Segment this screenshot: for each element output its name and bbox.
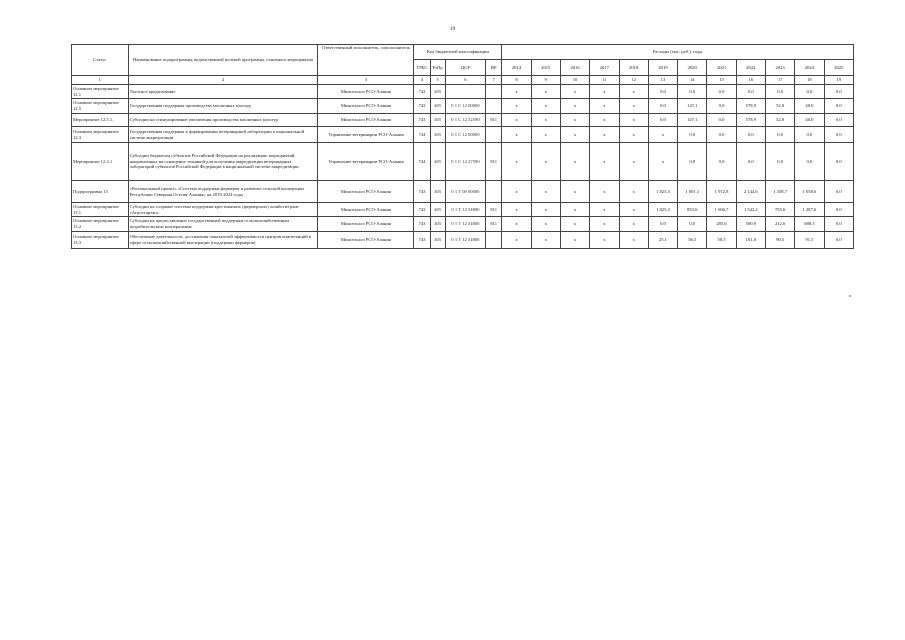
name-cell: Обеспечение деятельности, достижения показателей эффективности центров компетенций в сфере сельскохозяйственной кооперации (поддержки фермеров) (128, 232, 318, 249)
value-cell: х (502, 203, 531, 217)
value-cell: х (531, 232, 560, 249)
value-cell: х (619, 232, 648, 249)
value-cell: 0,0 (707, 127, 736, 143)
col-year: 2014 (502, 60, 531, 76)
value-cell: 0,0 (678, 85, 707, 99)
value-cell: 147,1 (678, 99, 707, 114)
name-cell: Льготное кредитование (128, 85, 318, 99)
value-cell: 0,0 (736, 85, 765, 99)
grbs-cell: 743 (414, 217, 430, 232)
vr-cell (486, 127, 502, 143)
value-cell: х (502, 232, 531, 249)
name-cell: Государственная поддержка производства масличных культур (128, 99, 318, 114)
col-year: 2018 (619, 60, 648, 76)
status-cell: Основное мероприятие 13.1 (72, 203, 129, 217)
col-year: 2025 (824, 60, 853, 76)
value-cell: х (531, 85, 560, 99)
value-cell: х (590, 143, 619, 181)
csr-cell: 0 1 С 12 52590 (445, 114, 485, 127)
value-cell: 40,0 (795, 114, 824, 127)
value-cell: х (531, 114, 560, 127)
value-cell: х (619, 181, 648, 203)
value-cell: 0,0 (678, 217, 707, 232)
name-cell: «Региональный проект» «Система поддержки фермеров и развитие сельской кооперации Республики Северная Осетия-Алания» на 2019-2024 годы (128, 181, 318, 203)
value-cell: 0,0 (824, 99, 853, 114)
status-cell: Мероприятие 12.5.1. (72, 114, 129, 127)
status-cell: Основное мероприятие 13.2 (72, 217, 129, 232)
responsible-cell: Управление ветеринарии РСО-Алания (318, 127, 414, 143)
vr-cell: 811 (486, 203, 502, 217)
value-cell: 0,0 (824, 181, 853, 203)
value-cell: х (531, 99, 560, 114)
responsible-cell: Управление ветеринарии РСО-Алания (318, 143, 414, 181)
grbs-cell: 743 (414, 203, 430, 217)
col-status: Статус (72, 45, 129, 76)
grbs-cell: 743 (414, 99, 430, 114)
value-cell: х (619, 143, 648, 181)
index-cell: 9 (531, 76, 560, 85)
col-code: ЦСР (445, 60, 485, 76)
rzpr-cell: 405 (430, 203, 445, 217)
value-cell: х (590, 203, 619, 217)
value-cell: х (531, 143, 560, 181)
value-cell: 0,0 (795, 143, 824, 181)
vr-cell: 811 (486, 217, 502, 232)
vr-cell: 811 (486, 143, 502, 181)
csr-cell: 0 1 Т 12 54800 (445, 217, 485, 232)
value-cell: 500,9 (736, 217, 765, 232)
value-cell: х (619, 203, 648, 217)
value-cell: х (560, 217, 589, 232)
rzpr-cell: 405 (430, 217, 445, 232)
value-cell: 688,3 (795, 217, 824, 232)
value-cell: х (502, 85, 531, 99)
value-cell: х (619, 217, 648, 232)
value-cell: х (502, 181, 531, 203)
value-cell: 90,5 (765, 232, 794, 249)
col-year: 2015 (531, 60, 560, 76)
value-cell: 0,0 (824, 232, 853, 249)
value-cell: 0,0 (648, 85, 677, 99)
csr-cell: 0 1 Т 12 54800 (445, 203, 485, 217)
status-cell: Основное мероприятие 13.3 (72, 232, 129, 249)
rzpr-cell: 405 (430, 127, 445, 143)
col-year: 2017 (590, 60, 619, 76)
index-cell: 8 (502, 76, 531, 85)
rzpr-cell: 405 (430, 143, 445, 181)
name-cell: Субсидии на предоставление государственной поддержки сельскохозяйственным потребительским кооперативам (128, 217, 318, 232)
index-cell: 19 (824, 76, 853, 85)
value-cell: х (590, 85, 619, 99)
value-cell: х (619, 99, 648, 114)
value-cell: 1 358,7 (765, 181, 794, 203)
rzpr-cell: 405 (430, 99, 445, 114)
index-cell: 18 (795, 76, 824, 85)
value-cell: 1 606,7 (707, 203, 736, 217)
value-cell: х (560, 181, 589, 203)
value-cell: 56,5 (678, 232, 707, 249)
value-cell: 25,1 (648, 232, 677, 249)
index-cell: 6 (445, 76, 485, 85)
responsible-cell: Минсельхоз РСО-Алания (318, 99, 414, 114)
name-cell: Субсидии на стимулирование увеличения производства масличных культур (128, 114, 318, 127)
value-cell: х (590, 181, 619, 203)
rzpr-cell: 405 (430, 114, 445, 127)
value-cell: 212,6 (765, 217, 794, 232)
status-cell: Основное мероприятие 12.1 (72, 85, 129, 99)
csr-cell: 0 1 С 12 00000 (445, 99, 485, 114)
value-cell: х (560, 85, 589, 99)
vr-cell (486, 232, 502, 249)
col-responsible: Ответственный исполнитель, соисполнитель (318, 45, 414, 76)
index-cell: 5 (430, 76, 445, 85)
value-cell: 52,0 (765, 99, 794, 114)
value-cell: х (502, 99, 531, 114)
table-row (72, 217, 854, 232)
value-cell: 853,6 (678, 203, 707, 217)
grbs-cell: 743 (414, 85, 430, 99)
value-cell: х (560, 127, 589, 143)
value-cell: х (560, 143, 589, 181)
value-cell: 0,0 (795, 127, 824, 143)
value-cell: 0,0 (765, 85, 794, 99)
value-cell: х (648, 127, 677, 143)
index-cell: 2 (128, 76, 318, 85)
value-cell: 1 058,6 (795, 181, 824, 203)
col-code: ВР (486, 60, 502, 76)
index-cell: 16 (736, 76, 765, 85)
col-year: 2016 (560, 60, 589, 76)
index-cell: 4 (414, 76, 430, 85)
value-cell: х (560, 232, 589, 249)
rzpr-cell: 405 (430, 85, 445, 99)
csr-cell: 0 1 Т 00 00000 (445, 181, 485, 203)
value-cell: 0,0 (648, 217, 677, 232)
value-cell: 0,0 (795, 85, 824, 99)
table-row (72, 232, 854, 249)
value-cell: 0,0 (765, 127, 794, 143)
table-row (72, 114, 854, 127)
name-cell: Субсидии бюджетам субъектов Российской Федерации на реализацию мероприятий, направленных на оснащение техникой для получения аккредитации ветеринарных лабораторий субъектов Российской Федерации в национальной системе аккредитации (128, 143, 318, 181)
index-cell: 13 (648, 76, 677, 85)
value-cell: х (560, 99, 589, 114)
value-cell: х (502, 127, 531, 143)
value-cell: 0,0 (678, 127, 707, 143)
status-cell: Основное мероприятие 12.3 (72, 127, 129, 143)
value-cell: х (531, 127, 560, 143)
value-cell: 0,0 (824, 85, 853, 99)
responsible-cell: Минсельхоз РСО-Алания (318, 114, 414, 127)
value-cell: 0,0 (824, 114, 853, 127)
grbs-cell: 744 (414, 143, 430, 181)
value-cell: х (560, 114, 589, 127)
value-cell: х (590, 232, 619, 249)
value-cell: 0,0 (824, 203, 853, 217)
csr-cell: 0 1 Т 12 54800 (445, 232, 485, 249)
value-cell: х (619, 114, 648, 127)
index-cell: 12 (619, 76, 648, 85)
value-cell: 50,5 (707, 232, 736, 249)
value-cell: 0,0 (824, 217, 853, 232)
col-year: 2022 (736, 60, 765, 76)
value-cell: 0,0 (707, 99, 736, 114)
col-budget-code: Код бюджетной классификации (414, 45, 502, 60)
value-cell: 91,5 (795, 232, 824, 249)
rzpr-cell: 405 (430, 181, 445, 203)
value-cell: 1 542,2 (736, 203, 765, 217)
vr-cell (486, 99, 502, 114)
value-cell: 0,0 (824, 143, 853, 181)
index-cell: 11 (590, 76, 619, 85)
grbs-cell: 743 (414, 181, 430, 203)
csr-cell: 0 1 С 12 27590 (445, 143, 485, 181)
responsible-cell: Минсельхоз РСО-Алания (318, 232, 414, 249)
value-cell: 0,0 (736, 127, 765, 143)
value-cell: 101,0 (736, 232, 765, 249)
table-row (72, 143, 854, 181)
index-cell: 1 (72, 76, 129, 85)
responsible-cell: Минсельхоз РСО-Алания (318, 85, 414, 99)
value-cell: х (648, 143, 677, 181)
index-cell: 17 (765, 76, 794, 85)
value-cell: х (619, 127, 648, 143)
csr-cell: 0 1 С 12 00000 (445, 127, 485, 143)
table-row (72, 99, 854, 114)
name-cell: Государственная поддержка в формировании ветеринарной лаборатории в национальной системе аккредитации (128, 127, 318, 143)
value-cell: х (619, 85, 648, 99)
value-cell: 0,0 (648, 114, 677, 127)
value-cell: х (502, 143, 531, 181)
status-cell: Подпрограмма 13 (72, 181, 129, 203)
col-code: РзПр (430, 60, 445, 76)
value-cell: 147,1 (678, 114, 707, 127)
value-cell: х (531, 203, 560, 217)
value-cell: 1 972,8 (707, 181, 736, 203)
value-cell: х (590, 114, 619, 127)
vr-cell (486, 181, 502, 203)
col-year: 2024 (795, 60, 824, 76)
value-cell: 1 825,3 (648, 181, 677, 203)
value-cell: 1 001,1 (678, 181, 707, 203)
value-cell: 1 825,3 (648, 203, 677, 217)
index-cell: 10 (560, 76, 589, 85)
value-cell: х (502, 114, 531, 127)
grbs-cell: 743 (414, 114, 430, 127)
value-cell: х (590, 99, 619, 114)
col-expenses: Расходы (тыс. руб.), годы (502, 45, 854, 60)
responsible-cell: Минсельхоз РСО-Алания (318, 203, 414, 217)
value-cell: х (590, 127, 619, 143)
col-year: 2019 (648, 60, 677, 76)
budget-table (71, 44, 854, 249)
value-cell: 40,0 (795, 99, 824, 114)
col-year: 2023 (765, 60, 794, 76)
value-cell: 0,0 (765, 143, 794, 181)
vr-cell (486, 85, 502, 99)
table-row (72, 85, 854, 99)
value-cell: 0,0 (707, 143, 736, 181)
vr-cell: 811 (486, 114, 502, 127)
index-cell: 15 (707, 76, 736, 85)
responsible-cell: Минсельхоз РСО-Алания (318, 181, 414, 203)
value-cell: 0,0 (707, 85, 736, 99)
index-cell: 7 (486, 76, 502, 85)
responsible-cell: Минсельхоз РСО-Алания (318, 217, 414, 232)
value-cell: х (531, 181, 560, 203)
value-cell: 0,0 (824, 127, 853, 143)
table-row (72, 127, 854, 143)
value-cell: 578,9 (736, 99, 765, 114)
value-cell: х (590, 217, 619, 232)
index-cell: 3 (318, 76, 414, 85)
value-cell: 0,0 (678, 143, 707, 181)
index-cell: 14 (678, 76, 707, 85)
value-cell: х (560, 203, 589, 217)
grbs-cell: 743 (414, 232, 430, 249)
value-cell: х (502, 217, 531, 232)
value-cell: 285,6 (707, 217, 736, 232)
value-cell: 0,0 (736, 143, 765, 181)
grbs-cell: 744 (414, 127, 430, 143)
page-number: 19 (449, 26, 456, 32)
trailing-mark: » (849, 294, 852, 299)
value-cell: 755,6 (765, 203, 794, 217)
value-cell: 578,9 (736, 114, 765, 127)
status-cell: Мероприятие 12.3.1 (72, 143, 129, 181)
value-cell: х (531, 217, 560, 232)
csr-cell (445, 85, 485, 99)
value-cell: 1 287,6 (795, 203, 824, 217)
value-cell: 52,0 (765, 114, 794, 127)
table-row (72, 181, 854, 203)
col-name: Наименование подпрограммы, ведомственной целевой программы, основного мероприятия (128, 45, 318, 76)
name-cell: Субсидии на создание системы поддержки крестьянских (фермерских) хозяйств/грант «Агростартап» (128, 203, 318, 217)
value-cell: 0,0 (648, 99, 677, 114)
table-row (72, 203, 854, 217)
value-cell: 0,0 (707, 114, 736, 127)
col-code: ГРБС (414, 60, 430, 76)
rzpr-cell: 405 (430, 232, 445, 249)
col-year: 2020 (678, 60, 707, 76)
col-year: 2021 (707, 60, 736, 76)
status-cell: Основное мероприятие 12.5 (72, 99, 129, 114)
value-cell: 2 144,6 (736, 181, 765, 203)
